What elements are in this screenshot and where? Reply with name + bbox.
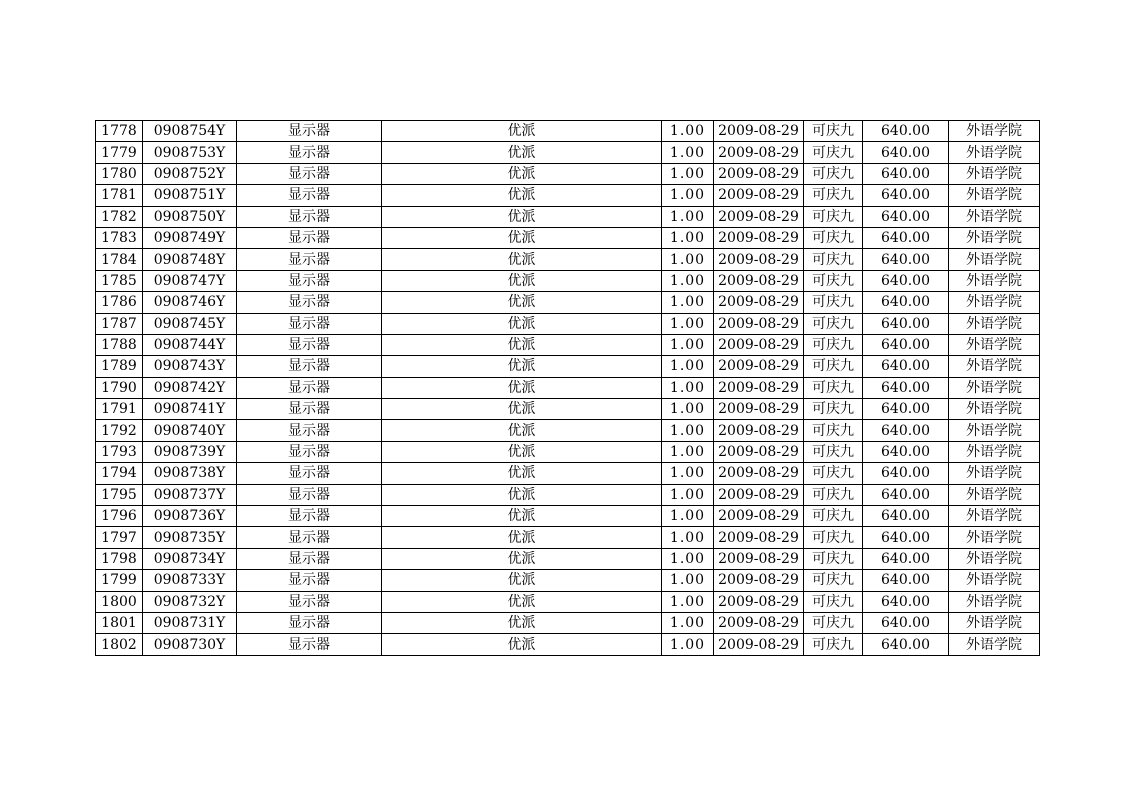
brand-cell: 优派	[382, 163, 662, 184]
table-row	[96, 527, 1040, 548]
seq-cell: 1781	[96, 185, 143, 206]
price-cell: 640.00	[863, 612, 949, 633]
date-cell: 2009-08-29	[714, 142, 804, 163]
item-name-cell: 显示器	[237, 142, 382, 163]
quantity-cell: 1.00	[662, 249, 714, 270]
custodian-cell: 可庆九	[804, 185, 863, 206]
seq-cell: 1778	[96, 121, 143, 142]
quantity-cell: 1.00	[662, 484, 714, 505]
price-cell: 640.00	[863, 163, 949, 184]
item-name-cell: 显示器	[237, 334, 382, 355]
item-name-cell: 显示器	[237, 420, 382, 441]
brand-cell: 优派	[382, 185, 662, 206]
table-row	[96, 399, 1040, 420]
price-cell: 640.00	[863, 634, 949, 655]
seq-cell: 1790	[96, 377, 143, 398]
item-name-cell: 显示器	[237, 399, 382, 420]
table-row	[96, 356, 1040, 377]
seq-cell: 1782	[96, 206, 143, 227]
table-row	[96, 441, 1040, 462]
department-cell: 外语学院	[949, 121, 1040, 142]
asset-code-cell: 0908745Y	[143, 313, 237, 334]
item-name-cell: 显示器	[237, 441, 382, 462]
seq-cell: 1784	[96, 249, 143, 270]
custodian-cell: 可庆九	[804, 334, 863, 355]
seq-cell: 1788	[96, 334, 143, 355]
brand-cell: 优派	[382, 292, 662, 313]
date-cell: 2009-08-29	[714, 527, 804, 548]
price-cell: 640.00	[863, 399, 949, 420]
custodian-cell: 可庆九	[804, 206, 863, 227]
quantity-cell: 1.00	[662, 206, 714, 227]
item-name-cell: 显示器	[237, 185, 382, 206]
date-cell: 2009-08-29	[714, 591, 804, 612]
quantity-cell: 1.00	[662, 527, 714, 548]
table-row	[96, 506, 1040, 527]
department-cell: 外语学院	[949, 142, 1040, 163]
brand-cell: 优派	[382, 634, 662, 655]
brand-cell: 优派	[382, 506, 662, 527]
table-row	[96, 548, 1040, 569]
custodian-cell: 可庆九	[804, 270, 863, 291]
item-name-cell: 显示器	[237, 612, 382, 633]
custodian-cell: 可庆九	[804, 227, 863, 248]
asset-code-cell: 0908731Y	[143, 612, 237, 633]
item-name-cell: 显示器	[237, 356, 382, 377]
asset-code-cell: 0908753Y	[143, 142, 237, 163]
date-cell: 2009-08-29	[714, 377, 804, 398]
date-cell: 2009-08-29	[714, 249, 804, 270]
custodian-cell: 可庆九	[804, 441, 863, 462]
date-cell: 2009-08-29	[714, 121, 804, 142]
seq-cell: 1783	[96, 227, 143, 248]
asset-code-cell: 0908748Y	[143, 249, 237, 270]
asset-code-cell: 0908737Y	[143, 484, 237, 505]
asset-code-cell: 0908740Y	[143, 420, 237, 441]
department-cell: 外语学院	[949, 420, 1040, 441]
price-cell: 640.00	[863, 185, 949, 206]
item-name-cell: 显示器	[237, 570, 382, 591]
asset-code-cell: 0908735Y	[143, 527, 237, 548]
custodian-cell: 可庆九	[804, 292, 863, 313]
department-cell: 外语学院	[949, 270, 1040, 291]
brand-cell: 优派	[382, 591, 662, 612]
date-cell: 2009-08-29	[714, 313, 804, 334]
brand-cell: 优派	[382, 441, 662, 462]
seq-cell: 1785	[96, 270, 143, 291]
department-cell: 外语学院	[949, 484, 1040, 505]
date-cell: 2009-08-29	[714, 185, 804, 206]
price-cell: 640.00	[863, 313, 949, 334]
date-cell: 2009-08-29	[714, 163, 804, 184]
department-cell: 外语学院	[949, 206, 1040, 227]
item-name-cell: 显示器	[237, 377, 382, 398]
date-cell: 2009-08-29	[714, 634, 804, 655]
custodian-cell: 可庆九	[804, 612, 863, 633]
table-row	[96, 121, 1040, 142]
table-row	[96, 270, 1040, 291]
custodian-cell: 可庆九	[804, 249, 863, 270]
quantity-cell: 1.00	[662, 270, 714, 291]
quantity-cell: 1.00	[662, 634, 714, 655]
custodian-cell: 可庆九	[804, 420, 863, 441]
seq-cell: 1795	[96, 484, 143, 505]
seq-cell: 1797	[96, 527, 143, 548]
brand-cell: 优派	[382, 142, 662, 163]
department-cell: 外语学院	[949, 185, 1040, 206]
table-row	[96, 163, 1040, 184]
asset-code-cell: 0908733Y	[143, 570, 237, 591]
seq-cell: 1789	[96, 356, 143, 377]
asset-code-cell: 0908749Y	[143, 227, 237, 248]
department-cell: 外语学院	[949, 163, 1040, 184]
table-row	[96, 612, 1040, 633]
date-cell: 2009-08-29	[714, 548, 804, 569]
brand-cell: 优派	[382, 570, 662, 591]
department-cell: 外语学院	[949, 612, 1040, 633]
quantity-cell: 1.00	[662, 356, 714, 377]
price-cell: 640.00	[863, 548, 949, 569]
asset-code-cell: 0908732Y	[143, 591, 237, 612]
date-cell: 2009-08-29	[714, 441, 804, 462]
item-name-cell: 显示器	[237, 227, 382, 248]
department-cell: 外语学院	[949, 527, 1040, 548]
seq-cell: 1787	[96, 313, 143, 334]
price-cell: 640.00	[863, 420, 949, 441]
item-name-cell: 显示器	[237, 249, 382, 270]
date-cell: 2009-08-29	[714, 356, 804, 377]
quantity-cell: 1.00	[662, 292, 714, 313]
price-cell: 640.00	[863, 463, 949, 484]
quantity-cell: 1.00	[662, 334, 714, 355]
inventory-table	[95, 120, 1040, 656]
brand-cell: 优派	[382, 227, 662, 248]
table-row	[96, 249, 1040, 270]
seq-cell: 1794	[96, 463, 143, 484]
seq-cell: 1791	[96, 399, 143, 420]
brand-cell: 优派	[382, 249, 662, 270]
table-row	[96, 420, 1040, 441]
asset-code-cell: 0908741Y	[143, 399, 237, 420]
table-row	[96, 634, 1040, 655]
date-cell: 2009-08-29	[714, 484, 804, 505]
date-cell: 2009-08-29	[714, 399, 804, 420]
date-cell: 2009-08-29	[714, 227, 804, 248]
brand-cell: 优派	[382, 399, 662, 420]
price-cell: 640.00	[863, 142, 949, 163]
brand-cell: 优派	[382, 377, 662, 398]
quantity-cell: 1.00	[662, 163, 714, 184]
seq-cell: 1779	[96, 142, 143, 163]
quantity-cell: 1.00	[662, 441, 714, 462]
asset-code-cell: 0908743Y	[143, 356, 237, 377]
brand-cell: 优派	[382, 548, 662, 569]
table-row	[96, 185, 1040, 206]
item-name-cell: 显示器	[237, 484, 382, 505]
seq-cell: 1780	[96, 163, 143, 184]
quantity-cell: 1.00	[662, 399, 714, 420]
seq-cell: 1793	[96, 441, 143, 462]
quantity-cell: 1.00	[662, 142, 714, 163]
item-name-cell: 显示器	[237, 527, 382, 548]
quantity-cell: 1.00	[662, 591, 714, 612]
seq-cell: 1799	[96, 570, 143, 591]
item-name-cell: 显示器	[237, 206, 382, 227]
department-cell: 外语学院	[949, 313, 1040, 334]
brand-cell: 优派	[382, 420, 662, 441]
custodian-cell: 可庆九	[804, 591, 863, 612]
custodian-cell: 可庆九	[804, 313, 863, 334]
brand-cell: 优派	[382, 527, 662, 548]
department-cell: 外语学院	[949, 377, 1040, 398]
seq-cell: 1802	[96, 634, 143, 655]
quantity-cell: 1.00	[662, 377, 714, 398]
brand-cell: 优派	[382, 612, 662, 633]
table-row	[96, 292, 1040, 313]
date-cell: 2009-08-29	[714, 463, 804, 484]
asset-code-cell: 0908738Y	[143, 463, 237, 484]
item-name-cell: 显示器	[237, 121, 382, 142]
price-cell: 640.00	[863, 506, 949, 527]
asset-code-cell: 0908754Y	[143, 121, 237, 142]
department-cell: 外语学院	[949, 334, 1040, 355]
department-cell: 外语学院	[949, 463, 1040, 484]
table-row	[96, 570, 1040, 591]
item-name-cell: 显示器	[237, 506, 382, 527]
table-row	[96, 334, 1040, 355]
asset-code-cell: 0908734Y	[143, 548, 237, 569]
department-cell: 外语学院	[949, 634, 1040, 655]
brand-cell: 优派	[382, 313, 662, 334]
custodian-cell: 可庆九	[804, 570, 863, 591]
item-name-cell: 显示器	[237, 548, 382, 569]
custodian-cell: 可庆九	[804, 399, 863, 420]
custodian-cell: 可庆九	[804, 506, 863, 527]
table-row	[96, 484, 1040, 505]
asset-code-cell: 0908744Y	[143, 334, 237, 355]
brand-cell: 优派	[382, 356, 662, 377]
price-cell: 640.00	[863, 334, 949, 355]
asset-code-cell: 0908747Y	[143, 270, 237, 291]
table-row	[96, 377, 1040, 398]
asset-code-cell: 0908750Y	[143, 206, 237, 227]
price-cell: 640.00	[863, 484, 949, 505]
department-cell: 外语学院	[949, 227, 1040, 248]
quantity-cell: 1.00	[662, 227, 714, 248]
brand-cell: 优派	[382, 484, 662, 505]
item-name-cell: 显示器	[237, 634, 382, 655]
asset-code-cell: 0908742Y	[143, 377, 237, 398]
price-cell: 640.00	[863, 227, 949, 248]
asset-code-cell: 0908752Y	[143, 163, 237, 184]
table-body	[96, 121, 1040, 656]
seq-cell: 1796	[96, 506, 143, 527]
price-cell: 640.00	[863, 121, 949, 142]
table-row	[96, 463, 1040, 484]
table-row	[96, 227, 1040, 248]
custodian-cell: 可庆九	[804, 356, 863, 377]
seq-cell: 1800	[96, 591, 143, 612]
date-cell: 2009-08-29	[714, 506, 804, 527]
brand-cell: 优派	[382, 121, 662, 142]
quantity-cell: 1.00	[662, 463, 714, 484]
asset-code-cell: 0908736Y	[143, 506, 237, 527]
price-cell: 640.00	[863, 441, 949, 462]
item-name-cell: 显示器	[237, 313, 382, 334]
item-name-cell: 显示器	[237, 163, 382, 184]
table-row	[96, 313, 1040, 334]
date-cell: 2009-08-29	[714, 206, 804, 227]
table-row	[96, 142, 1040, 163]
quantity-cell: 1.00	[662, 185, 714, 206]
price-cell: 640.00	[863, 270, 949, 291]
department-cell: 外语学院	[949, 399, 1040, 420]
custodian-cell: 可庆九	[804, 484, 863, 505]
date-cell: 2009-08-29	[714, 270, 804, 291]
price-cell: 640.00	[863, 377, 949, 398]
price-cell: 640.00	[863, 527, 949, 548]
quantity-cell: 1.00	[662, 313, 714, 334]
brand-cell: 优派	[382, 270, 662, 291]
price-cell: 640.00	[863, 206, 949, 227]
price-cell: 640.00	[863, 249, 949, 270]
custodian-cell: 可庆九	[804, 121, 863, 142]
department-cell: 外语学院	[949, 441, 1040, 462]
date-cell: 2009-08-29	[714, 420, 804, 441]
price-cell: 640.00	[863, 292, 949, 313]
quantity-cell: 1.00	[662, 612, 714, 633]
price-cell: 640.00	[863, 356, 949, 377]
department-cell: 外语学院	[949, 570, 1040, 591]
department-cell: 外语学院	[949, 292, 1040, 313]
brand-cell: 优派	[382, 206, 662, 227]
department-cell: 外语学院	[949, 591, 1040, 612]
seq-cell: 1786	[96, 292, 143, 313]
date-cell: 2009-08-29	[714, 612, 804, 633]
item-name-cell: 显示器	[237, 463, 382, 484]
custodian-cell: 可庆九	[804, 163, 863, 184]
date-cell: 2009-08-29	[714, 334, 804, 355]
seq-cell: 1798	[96, 548, 143, 569]
custodian-cell: 可庆九	[804, 142, 863, 163]
quantity-cell: 1.00	[662, 506, 714, 527]
department-cell: 外语学院	[949, 249, 1040, 270]
asset-code-cell: 0908746Y	[143, 292, 237, 313]
item-name-cell: 显示器	[237, 270, 382, 291]
quantity-cell: 1.00	[662, 548, 714, 569]
department-cell: 外语学院	[949, 356, 1040, 377]
table-row	[96, 206, 1040, 227]
department-cell: 外语学院	[949, 548, 1040, 569]
item-name-cell: 显示器	[237, 292, 382, 313]
date-cell: 2009-08-29	[714, 292, 804, 313]
item-name-cell: 显示器	[237, 591, 382, 612]
asset-code-cell: 0908730Y	[143, 634, 237, 655]
quantity-cell: 1.00	[662, 121, 714, 142]
department-cell: 外语学院	[949, 506, 1040, 527]
price-cell: 640.00	[863, 570, 949, 591]
custodian-cell: 可庆九	[804, 463, 863, 484]
quantity-cell: 1.00	[662, 570, 714, 591]
seq-cell: 1801	[96, 612, 143, 633]
asset-code-cell: 0908739Y	[143, 441, 237, 462]
price-cell: 640.00	[863, 591, 949, 612]
date-cell: 2009-08-29	[714, 570, 804, 591]
asset-code-cell: 0908751Y	[143, 185, 237, 206]
table-row	[96, 591, 1040, 612]
brand-cell: 优派	[382, 463, 662, 484]
custodian-cell: 可庆九	[804, 527, 863, 548]
seq-cell: 1792	[96, 420, 143, 441]
custodian-cell: 可庆九	[804, 634, 863, 655]
custodian-cell: 可庆九	[804, 548, 863, 569]
custodian-cell: 可庆九	[804, 377, 863, 398]
quantity-cell: 1.00	[662, 420, 714, 441]
brand-cell: 优派	[382, 334, 662, 355]
